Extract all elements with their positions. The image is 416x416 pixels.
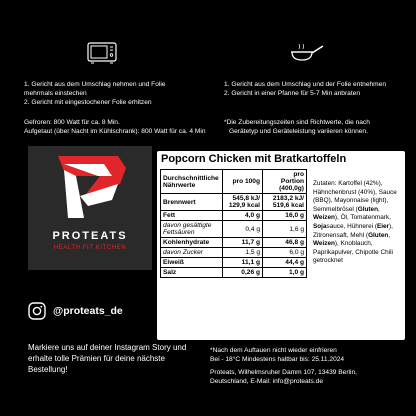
row-label: davon Zucker [161,248,223,258]
instagram-row[interactable] [28,302,123,320]
row-portion: 1,6 g [263,221,307,238]
instagram-icon [28,302,46,320]
header-portion: pro Portion (400,0g) [263,170,307,194]
row-per100: 11,7 g [223,238,263,248]
row-per100: 545,8 kJ/ 129,9 kcal [223,194,263,211]
row-per100: 11,1 g [223,258,263,268]
table-row [161,221,307,238]
prep-note-2: Gerätetyp und Geräteleistung variieren können. [229,128,368,135]
logo-brand: PROTEATS [52,230,128,242]
table-row [161,170,307,194]
proteats-logo-icon [28,146,152,230]
microwave-step-1: 1. Gericht aus dem Umschlag nehmen und Folie [24,81,166,88]
header-per100: pro 100g [223,170,263,194]
company-address: Proteats, Wilhelmsruher Damm 107, 13439 Berlin, [210,369,357,376]
refreeze-note: *Nach dem Auftauen nicht wieder einfrieren [210,347,337,354]
company-contact: Deutschland, E-Mail: info@proteats.de [210,378,323,386]
storage-note [210,346,410,364]
logo-tagline: HEALTH FIT KITCHEN [53,245,127,251]
row-per100: 1,5 g [223,248,263,258]
table-row [161,268,307,278]
row-label: Brennwert [161,194,223,211]
row-label: Fett [161,211,223,221]
row-per100: 0,4 g [223,221,263,238]
microwave-step-1-cont: mehrmals einstechen [24,90,87,97]
pan-step-1: 1. Gericht aus dem Umschlag und der Folie entnehmen [224,81,386,88]
row-portion: 2183,2 kJ/ 519,6 kcal [263,194,307,211]
row-label: Eiweiß [161,258,223,268]
row-portion: 46,8 g [263,238,307,248]
nutrition-panel [157,151,405,340]
best-before: Bei - 18°C Mindestens haltbar bis: 25.11.2024 [210,356,345,364]
row-per100: 0,26 g [223,268,263,278]
table-row [161,258,307,268]
row-portion: 16,0 g [263,211,307,221]
microwave-step-2: 2. Gericht mit eingestochener Folie erhitzen [24,99,152,106]
proteats-logo [28,146,152,270]
pan-instructions [224,80,386,136]
frozen-time: Gefroren: 800 Watt für ca. 8 Min. [24,119,120,126]
table-row [161,211,307,221]
instagram-handle[interactable]: @proteats_de [53,305,123,317]
table-row [161,238,307,248]
thawed-time: Aufgetaut (über Nacht im Kühlschrank): 800 Watt für ca. 4 Min [24,128,206,135]
instagram-promo: Markiere uns auf deiner Instagram Story und erhalte tolle Prämien für deine nächste Bestellung! [28,343,187,374]
row-portion: 6,0 g [263,248,307,258]
table-row [161,248,307,258]
row-label: Kohlenhydrate [161,238,223,248]
row-portion: 1,0 g [263,268,307,278]
product-title: Popcorn Chicken mit Bratkartoffeln [161,153,347,165]
row-per100: 4,0 g [223,211,263,221]
table-row [161,194,307,211]
row-portion: 44,4 g [263,258,307,268]
microwave-instructions [24,80,206,136]
row-label: davon gesättigte Fettsäuren [161,221,223,238]
frying-pan-icon [289,40,325,64]
prep-note-1: *Die Zubereitungszeiten sind Richtwerte, die nach [224,119,370,126]
company-info [210,368,410,386]
header-label: Durchschnittliche Nährwerte [161,170,223,194]
row-label: Salz [161,268,223,278]
ingredients-text: Zutaten: Kartoffel (42%), Hähnchenbrust (40%), Sauce (BBQ), Mayonnaise (light), Semmelbrösel (Gluten, Weizen), Öl, Tomatenmark, Sojasauce, Hühnerei (Eier), Zitronensaft, Mehl (Gluten, Weizen), Knoblauch, Paprikapulver, Chipotle Chili getrocknet [313,180,397,265]
microwave-icon [87,42,117,62]
nutrition-table [160,169,307,278]
pan-step-2: 2. Gericht in einer Pfanne für 5-7 Min anbraten [224,90,360,97]
